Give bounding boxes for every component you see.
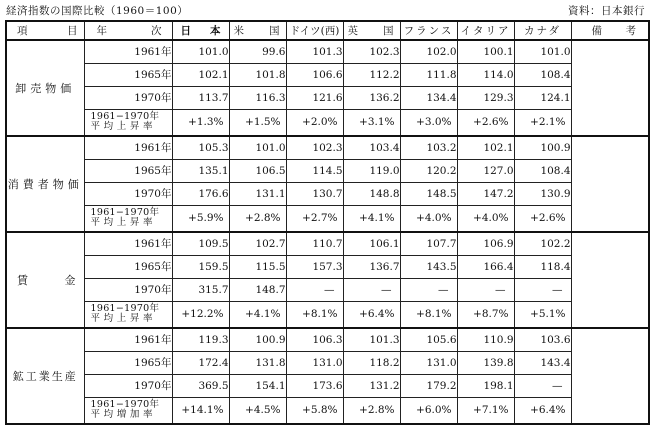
value-japan: 101.0 (172, 40, 229, 63)
year-cell: 1965年 (84, 159, 172, 182)
year-cell: 1961年 (84, 328, 172, 351)
value-us: +1.5% (229, 109, 286, 136)
value-france: 103.2 (400, 136, 457, 159)
value-italy: +4.0% (457, 205, 514, 232)
remarks-cell (571, 232, 649, 328)
value-france: — (400, 278, 457, 301)
value-uk: 119.0 (343, 159, 400, 182)
category-label: 鉱工業生産 (6, 328, 84, 424)
value-germany: +2.7% (286, 205, 343, 232)
value-us: 100.9 (229, 328, 286, 351)
header-item: 項 目 (6, 21, 84, 40)
value-germany: 110.7 (286, 232, 343, 255)
header-france: フランス (400, 21, 457, 40)
group-consumer-prices (6, 136, 649, 232)
year-cell: 1970年 (84, 278, 172, 301)
value-canada: +5.1% (514, 301, 571, 328)
value-uk: — (343, 278, 400, 301)
value-canada: +2.6% (514, 205, 571, 232)
value-japan: 176.6 (172, 182, 229, 205)
remarks-cell (571, 136, 649, 232)
table-row (6, 328, 649, 351)
value-italy: 129.3 (457, 86, 514, 109)
value-italy: +7.1% (457, 397, 514, 424)
value-us: 154.1 (229, 374, 286, 397)
value-uk: 136.2 (343, 86, 400, 109)
year-cell: 1961年 (84, 136, 172, 159)
value-us: 99.6 (229, 40, 286, 63)
source-note: 資料：日本銀行 (568, 5, 645, 17)
value-france: +3.0% (400, 109, 457, 136)
value-us: 101.0 (229, 136, 286, 159)
value-canada: 103.6 (514, 328, 571, 351)
value-japan: +14.1% (172, 397, 229, 424)
value-uk: 118.2 (343, 351, 400, 374)
average-rate-row (6, 109, 649, 136)
average-rate-label: 1961−1970年 平 均 上 昇 率 (84, 205, 172, 232)
value-japan: 315.7 (172, 278, 229, 301)
average-rate-label: 1961−1970年 平 均 上 昇 率 (84, 109, 172, 136)
value-germany: 157.3 (286, 255, 343, 278)
value-uk: 112.2 (343, 63, 400, 86)
value-canada: 101.0 (514, 40, 571, 63)
value-germany: 131.0 (286, 351, 343, 374)
value-uk: +6.4% (343, 301, 400, 328)
value-canada: 130.9 (514, 182, 571, 205)
value-germany: 173.6 (286, 374, 343, 397)
year-cell: 1965年 (84, 63, 172, 86)
table-row (6, 136, 649, 159)
value-france: 143.5 (400, 255, 457, 278)
value-japan: +5.9% (172, 205, 229, 232)
value-germany: 102.3 (286, 136, 343, 159)
remarks-cell (571, 40, 649, 136)
value-japan: 109.5 (172, 232, 229, 255)
value-italy: 102.1 (457, 136, 514, 159)
index-comparison-table (5, 20, 650, 425)
value-japan: 113.7 (172, 86, 229, 109)
value-uk: 136.7 (343, 255, 400, 278)
table-row (6, 159, 649, 182)
value-france: 148.5 (400, 182, 457, 205)
value-us: 106.5 (229, 159, 286, 182)
value-uk: 102.3 (343, 40, 400, 63)
value-japan: 119.3 (172, 328, 229, 351)
average-rate-row (6, 397, 649, 424)
value-italy: 100.1 (457, 40, 514, 63)
year-cell: 1970年 (84, 86, 172, 109)
value-japan: +12.2% (172, 301, 229, 328)
value-italy: 110.9 (457, 328, 514, 351)
table-row (6, 278, 649, 301)
value-us: +2.8% (229, 205, 286, 232)
value-us: 115.5 (229, 255, 286, 278)
header-japan: 日 本 (172, 21, 229, 40)
header-germany: ドイツ(西) (286, 21, 343, 40)
year-cell: 1965年 (84, 351, 172, 374)
value-canada: 108.4 (514, 63, 571, 86)
value-us: 148.7 (229, 278, 286, 301)
value-italy: +8.7% (457, 301, 514, 328)
value-uk: 106.1 (343, 232, 400, 255)
value-france: 134.4 (400, 86, 457, 109)
value-japan: 135.1 (172, 159, 229, 182)
value-japan: 105.3 (172, 136, 229, 159)
header-italy: イタリア (457, 21, 514, 40)
value-france: 107.7 (400, 232, 457, 255)
value-france: 111.8 (400, 63, 457, 86)
category-label: 消費者物価 (6, 136, 84, 232)
value-us: +4.1% (229, 301, 286, 328)
value-canada: 100.9 (514, 136, 571, 159)
value-us: 102.7 (229, 232, 286, 255)
remarks-cell (571, 328, 649, 424)
value-canada: — (514, 278, 571, 301)
value-us: 131.1 (229, 182, 286, 205)
value-uk: 148.8 (343, 182, 400, 205)
year-cell: 1965年 (84, 255, 172, 278)
value-france: 131.0 (400, 351, 457, 374)
category-label: 卸売物価 (6, 40, 84, 136)
table-row (6, 374, 649, 397)
value-us: 101.8 (229, 63, 286, 86)
value-italy: 147.2 (457, 182, 514, 205)
table-row (6, 255, 649, 278)
value-uk: +4.1% (343, 205, 400, 232)
value-france: 179.2 (400, 374, 457, 397)
value-uk: 103.4 (343, 136, 400, 159)
table-row (6, 351, 649, 374)
value-italy: 139.8 (457, 351, 514, 374)
value-france: 105.6 (400, 328, 457, 351)
value-italy: 106.9 (457, 232, 514, 255)
value-canada: 118.4 (514, 255, 571, 278)
value-canada: +2.1% (514, 109, 571, 136)
value-germany: 101.3 (286, 40, 343, 63)
year-cell: 1961年 (84, 40, 172, 63)
value-france: 102.0 (400, 40, 457, 63)
header-year: 年 次 (84, 21, 172, 40)
value-italy: — (457, 278, 514, 301)
header-uk: 英 国 (343, 21, 400, 40)
value-germany: +2.0% (286, 109, 343, 136)
value-germany: +5.8% (286, 397, 343, 424)
group-wholesale-prices (6, 40, 649, 136)
value-canada: 143.4 (514, 351, 571, 374)
value-france: +8.1% (400, 301, 457, 328)
value-uk: 101.3 (343, 328, 400, 351)
average-rate-label: 1961−1970年 平 均 増 加 率 (84, 397, 172, 424)
value-canada: 102.2 (514, 232, 571, 255)
table-row (6, 232, 649, 255)
value-uk: 131.2 (343, 374, 400, 397)
value-france: +4.0% (400, 205, 457, 232)
value-japan: 172.4 (172, 351, 229, 374)
average-rate-row (6, 301, 649, 328)
average-rate-row (6, 205, 649, 232)
table-row (6, 63, 649, 86)
value-italy: 114.0 (457, 63, 514, 86)
value-uk: +3.1% (343, 109, 400, 136)
value-germany: 106.6 (286, 63, 343, 86)
year-cell: 1961年 (84, 232, 172, 255)
group-wages (6, 232, 649, 328)
header-us: 米 国 (229, 21, 286, 40)
value-japan: 159.5 (172, 255, 229, 278)
table-row (6, 86, 649, 109)
table-row (6, 182, 649, 205)
table-row (6, 40, 649, 63)
group-industrial-production (6, 328, 649, 424)
value-italy: +2.6% (457, 109, 514, 136)
page-title: 経済指数の国際比較（1960＝100） (6, 5, 189, 17)
value-germany: 114.5 (286, 159, 343, 182)
value-germany: 106.3 (286, 328, 343, 351)
value-us: +4.5% (229, 397, 286, 424)
average-rate-label: 1961−1970年 平 均 上 昇 率 (84, 301, 172, 328)
value-japan: 102.1 (172, 63, 229, 86)
value-japan: +1.3% (172, 109, 229, 136)
value-italy: 198.1 (457, 374, 514, 397)
header-canada: カナダ (514, 21, 571, 40)
value-canada: 124.1 (514, 86, 571, 109)
value-us: 131.8 (229, 351, 286, 374)
value-canada: — (514, 374, 571, 397)
category-label: 賃 金 (6, 232, 84, 328)
value-germany: — (286, 278, 343, 301)
value-italy: 127.0 (457, 159, 514, 182)
value-france: 120.2 (400, 159, 457, 182)
header-remarks: 備 考 (571, 21, 649, 40)
value-us: 116.3 (229, 86, 286, 109)
value-germany: 121.6 (286, 86, 343, 109)
value-germany: +8.1% (286, 301, 343, 328)
value-japan: 369.5 (172, 374, 229, 397)
year-cell: 1970年 (84, 374, 172, 397)
value-canada: 108.4 (514, 159, 571, 182)
value-france: +6.0% (400, 397, 457, 424)
year-cell: 1970年 (84, 182, 172, 205)
value-uk: +2.8% (343, 397, 400, 424)
value-canada: +6.4% (514, 397, 571, 424)
value-germany: 130.7 (286, 182, 343, 205)
header-row (6, 21, 649, 40)
value-italy: 166.4 (457, 255, 514, 278)
